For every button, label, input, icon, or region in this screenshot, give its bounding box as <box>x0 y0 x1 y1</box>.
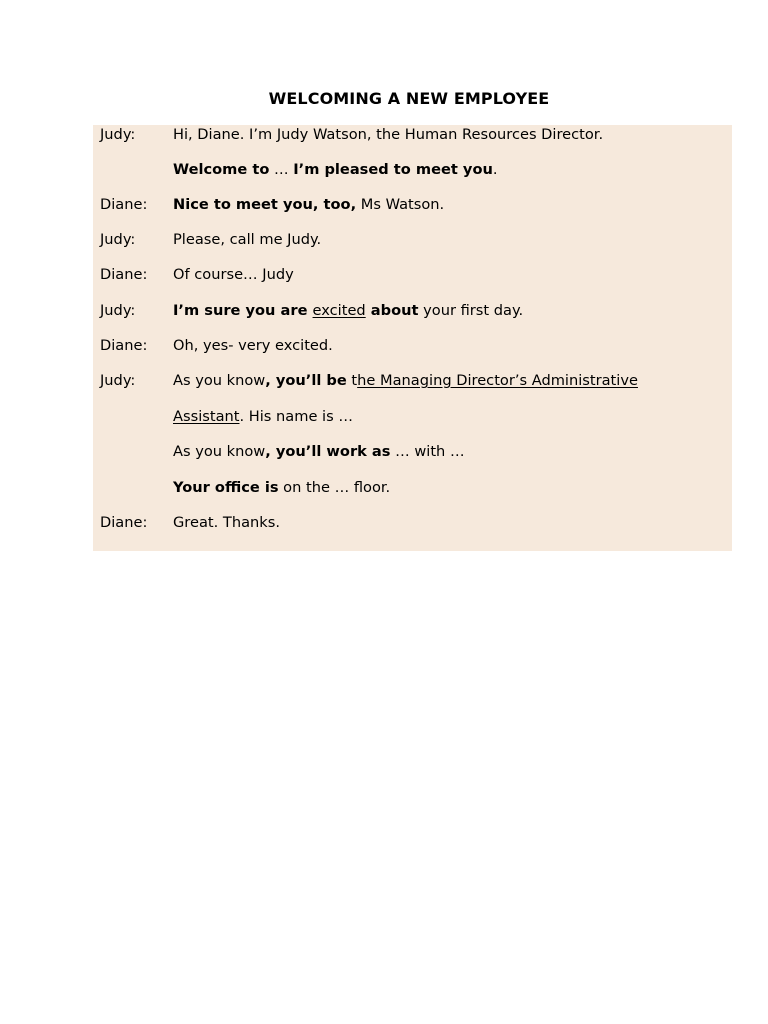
dialogue-box <box>93 125 732 551</box>
dialogue-text <box>173 125 603 145</box>
text-segment: … with … <box>390 443 465 460</box>
dialogue-text <box>173 230 321 250</box>
speaker-name: Judy: <box>100 302 136 319</box>
dialogue-line <box>93 265 732 285</box>
dialogue-text <box>173 336 333 356</box>
dialogue-text <box>173 478 390 498</box>
text-segment: t <box>346 372 358 389</box>
dialogue-line <box>93 478 732 498</box>
dialogue-line <box>93 442 732 462</box>
text-segment: . <box>492 161 498 178</box>
dialogue-text <box>173 195 444 215</box>
underlined-phrase: excited <box>312 302 366 319</box>
speaker-name: Judy: <box>100 231 136 248</box>
dialogue-text <box>173 407 353 427</box>
speaker-name: Diane: <box>100 514 148 531</box>
key-phrase: about <box>365 302 419 319</box>
dialogue-line <box>93 160 732 180</box>
underlined-phrase: Assistant <box>173 408 240 425</box>
text-segment: Great. Thanks. <box>173 514 280 531</box>
dialogue-text <box>173 301 523 321</box>
text-segment: Oh, yes- very excited. <box>173 337 333 354</box>
dialogue-text <box>173 160 498 180</box>
text-segment: your first day. <box>418 302 524 319</box>
dialogue-line <box>93 407 732 427</box>
dialogue-line <box>93 301 732 321</box>
text-segment: … <box>269 161 294 178</box>
dialogue-line <box>93 371 732 391</box>
text-segment: . His name is … <box>239 408 353 425</box>
text-segment: Please, call me Judy. <box>173 231 322 248</box>
dialogue-line <box>93 230 732 250</box>
speaker-name: Diane: <box>100 266 148 283</box>
dialogue-line <box>93 125 732 145</box>
key-phrase: , you’ll work as <box>265 443 391 460</box>
dialogue-line <box>93 195 732 215</box>
text-segment: As you know <box>173 443 266 460</box>
dialogue-text <box>173 442 465 462</box>
key-phrase: Welcome to <box>173 161 270 178</box>
speaker-name: Diane: <box>100 337 148 354</box>
key-phrase: Nice to meet you, too, <box>173 196 357 213</box>
key-phrase: I’m pleased to meet you <box>293 161 493 178</box>
document-title: WELCOMING A NEW EMPLOYEE <box>268 89 550 108</box>
dialogue-line <box>93 513 732 533</box>
text-segment: As you know <box>173 372 266 389</box>
dialogue-line <box>93 336 732 356</box>
text-segment: Ms Watson. <box>356 196 445 213</box>
key-phrase: Your office is <box>173 479 279 496</box>
dialogue-text <box>173 265 294 285</box>
speaker-name: Judy: <box>100 126 136 143</box>
text-segment: Of course… Judy <box>173 266 294 283</box>
dialogue-text <box>173 371 638 391</box>
text-segment: on the … floor. <box>278 479 391 496</box>
underlined-phrase: he Managing Director’s Administrative <box>357 372 638 389</box>
speaker-name: Diane: <box>100 196 148 213</box>
speaker-name: Judy: <box>100 372 136 389</box>
text-segment: Hi, Diane. I’m Judy Watson, the Human Resources Director. <box>173 126 604 143</box>
key-phrase: , you’ll be <box>265 372 347 389</box>
dialogue-text <box>173 513 280 533</box>
key-phrase: I’m sure you are <box>173 302 313 319</box>
